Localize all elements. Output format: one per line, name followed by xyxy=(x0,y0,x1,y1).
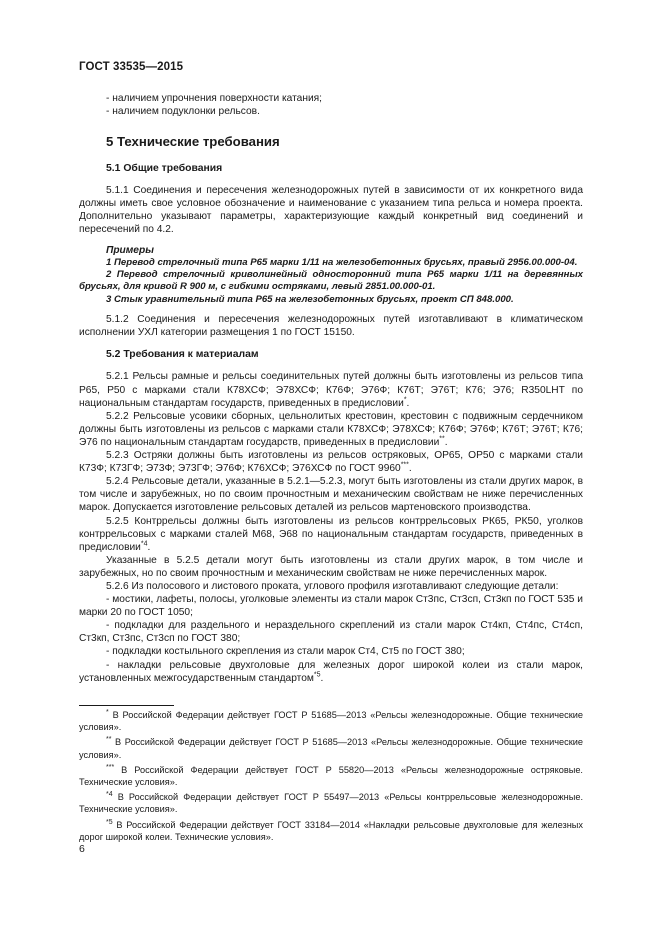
page-number: 6 xyxy=(79,843,85,855)
example-item: 2 Перевод стрелочный криволинейный односторонний типа Р65 марки 1/11 на деревянных брусьях, для кривой R 900 м, с гибкими остряками, левый 2851.00.000-01. xyxy=(79,269,583,293)
footnote-mark: *5 xyxy=(106,818,113,826)
paragraph: 5.2.5 Контррельсы должны быть изготовлены из рельсов контррельсовых РК65, РК50, уголков контррельсовых с марками сталей М68, Э68 по национальным стандартам государств, приведенных в предисловии$^{*4}$. xyxy=(79,515,583,553)
footnote xyxy=(79,764,583,788)
footnote-mark: * xyxy=(106,708,109,716)
example-item: 1 Перевод стрелочный типа Р65 марки 1/11 на железобетонных брусьях, правый 2956.00.000-04. xyxy=(106,256,578,268)
list-item: - наличием подуклонки рельсов. xyxy=(106,106,260,118)
list-item: - подкладки костыльного скрепления из стали марок Ст4, Ст5 по ГОСТ 380; xyxy=(106,646,465,658)
footnote-mark: *** xyxy=(106,763,115,771)
subsection-title: 5.2 Требования к материалам xyxy=(106,349,259,361)
list-item: - подкладки для раздельного и нераздельного скреплений из стали марок Ст4кп, Ст4пс, Ст4сп, Ст3кп, Ст3пс, Ст3сп по ГОСТ 380; xyxy=(79,620,583,645)
paragraph: 5.1.1 Соединения и пересечения железнодорожных путей в зависимости от их конкретного вида должны иметь свое условное обозначение и наименование с указанием типа рельса и номера проекта. Дополнительно указывают параметры, характеризующие каждый конкретный вид соединений и пересечений по 4.2. xyxy=(79,185,583,236)
list-item: - мостики, лафеты, полосы, уголковые элементы из стали марок Ст3пс, Ст3сп, Ст3кп по ГОСТ 535 и марки 20 по ГОСТ 1050; xyxy=(79,594,583,619)
footnote-text: В Российской Федерации действует ГОСТ Р 51685—2013 «Рельсы железнодорожные. Общие технические условия». xyxy=(79,737,583,760)
paragraph-text: 5.2.1 Рельсы рамные и рельсы соединительных путей должны быть изготовлены из рельсов типа Р65, Р50 с марками стали К78ХСФ; Э78ХСФ; К76Ф; Э76Ф; К76Т; Э76Т; К76; Э76; R350LHT по национальным стандартам государств, приведенных в предисловии xyxy=(79,371,583,409)
footnote-mark: ** xyxy=(439,435,445,443)
list-item: - наличием упрочнения поверхности катания; xyxy=(106,93,322,104)
subsection-title: 5.1 Общие требования xyxy=(106,163,223,175)
paragraph-text: 5.2.3 Остряки должны быть изготовлены из рельсов остряковых, ОР65, ОР50 с марками стали К73Ф; К73ГФ; Э73Ф; Э73ГФ; Э76Ф; К76ХСФ; Э76ХСФ по ГОСТ 9960 xyxy=(79,450,583,475)
footnote-mark: *** xyxy=(400,461,409,469)
paragraph-text: 5.2.5 Контррельсы должны быть изготовлены из рельсов контррельсовых РК65, РК50, уголков контррельсовых с марками сталей М68, Э68 по национальным стандартам государств, приведенных в предисловии xyxy=(79,515,583,553)
paragraph: 5.2.6 Из полосового и листового проката, углового профиля изготавливают следующие детали: xyxy=(106,580,559,592)
paragraph: 5.2.2 Рельсовые усовики сборных, цельнолитых крестовин, крестовин с подвижным сердечником должны быть изготовлены из рельсов с марками стали К78ХСФ; Э78ХСФ; К76Ф; Э76Ф; К76Т; Э76Т; К76; Э76 по национальным стандартам государств, приведенных в предисловии**. xyxy=(79,410,583,448)
footnote-mark: ** xyxy=(106,736,112,744)
footnote-mark: *5 xyxy=(313,671,321,679)
paragraph: 5.2.3 Остряки должны быть изготовлены из рельсов остряковых, ОР65, ОР50 с марками стали К73Ф; К73ГФ; Э73Ф; Э73ГФ; Э76Ф; К76ХСФ; Э76ХСФ по ГОСТ 9960***. xyxy=(79,450,583,475)
main-text xyxy=(79,92,583,685)
footnote-text: В Российской Федерации действует ГОСТ Р 55820—2013 «Рельсы железнодорожные остряковые. Технические условия». xyxy=(79,764,583,788)
paragraph: 5.2.1 Рельсы рамные и рельсы соединительных путей должны быть изготовлены из рельсов типа Р65, Р50 с марками стали К78ХСФ; Э78ХСФ; К76Ф; Э76Ф; К76Т; Э76Т; К76; Э76; R350LHT по национальным стандартам государств, приведенных в предисловии*. xyxy=(79,371,583,409)
footnote xyxy=(79,791,583,815)
footnote xyxy=(79,709,583,733)
footnote-mark: *4 xyxy=(140,540,148,548)
footnotes xyxy=(79,709,583,846)
document-code: ГОСТ 33535—2015 xyxy=(79,61,184,73)
footnote xyxy=(79,736,583,760)
footnote-text: В Российской Федерации действует ГОСТ 33184—2014 «Накладки рельсовые двухголовые для железных дорог широкой колеи. Технические условия». xyxy=(79,819,583,842)
paragraph-text: 5.2.2 Рельсовые усовики сборных, цельнолитых крестовин, крестовин с подвижным сердечником должны быть изготовлены из рельсов с марками стали К78ХСФ; Э78ХСФ; К76Ф; Э76Ф; К76Т; Э76Т; К76; Э76 по национальным стандартам государств, приведенных в предисловии xyxy=(79,410,583,448)
footnote xyxy=(79,819,583,843)
list-item-text: - накладки рельсовые двухголовые для железных дорог широкой колеи из стали марок, установленных межгосударственным стандартом xyxy=(79,659,583,684)
footnote-mark: *4 xyxy=(106,791,113,799)
paragraph: 5.2.4 Рельсовые детали, указанные в 5.2.1—5.2.3, могут быть изготовлены из стали других марок, в том числе и зарубежных, но по своим прочностным и механическим свойствам не ниже перечисленных марок. Допускается изготовление рельсовых деталей из рельсов мартеновского производства. xyxy=(79,476,583,514)
footnote-divider xyxy=(79,705,174,706)
example-item: 3 Стык уравнительный типа Р65 на железобетонных брусьях, проект СП 848.000. xyxy=(106,293,514,305)
paragraph: 5.1.2 Соединения и пересечения железнодорожных путей изготавливают в климатическом исполнении УХЛ категории размещения 1 по ГОСТ 15150. xyxy=(79,314,583,339)
paragraph: Указанные в 5.2.5 детали могут быть изготовлены из стали других марок, в том числе и зарубежных, но по своим прочностным и механическим свойствам не ниже перечисленных марок. xyxy=(79,554,583,579)
footnote-text: В Российской Федерации действует ГОСТ Р 55497—2013 «Рельсы контррельсовые железнодорожные. Технические условия». xyxy=(79,792,583,815)
examples-title: Примеры xyxy=(106,244,154,256)
footnote-mark: * xyxy=(403,396,407,404)
section-title: 5 Технические требования xyxy=(106,134,280,150)
footnote-text: В Российской Федерации действует ГОСТ Р 51685—2013 «Рельсы железнодорожные. Общие технические условия». xyxy=(79,710,583,733)
list-item: - накладки рельсовые двухголовые для железных дорог широкой колеи из стали марок, установленных межгосударственным стандартом$^{*5}$. xyxy=(79,659,583,684)
